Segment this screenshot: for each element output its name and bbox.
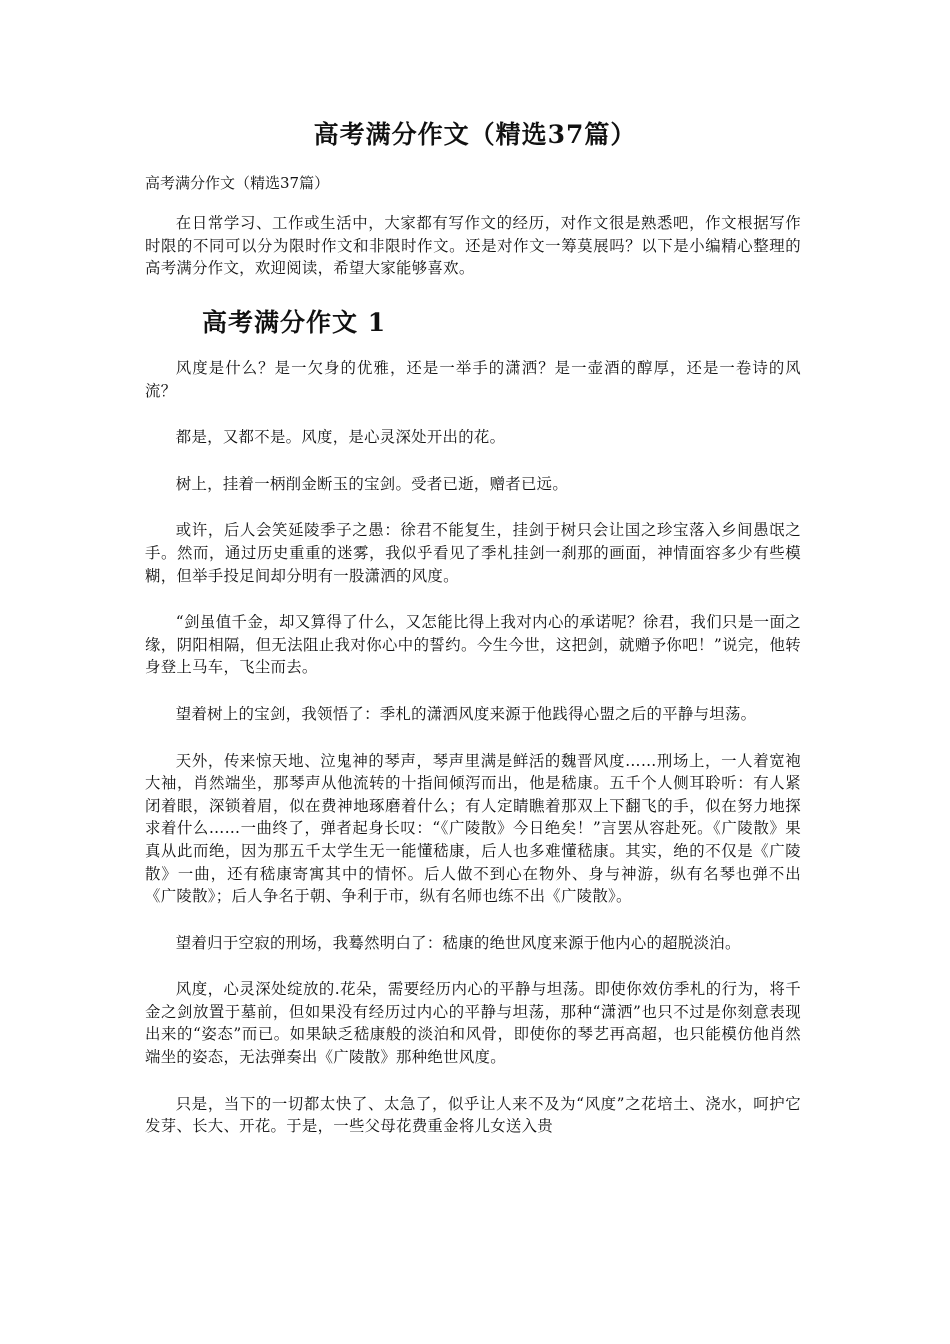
document-title: 高考满分作文（精选37篇） [313, 120, 637, 149]
paragraph: 望着树上的宝剑，我领悟了：季札的潇洒风度来源于他践得心盟之后的平静与坦荡。 [175, 704, 757, 723]
paragraph: “剑虽值千金，却又算得了什么，又怎能比得上我对内心的承诺呢？徐君，我们只是一面之缘，阴阳相隔，但无法阻止我对你心中的誓约。今生今世，这把剑，就赠予你吧！”说完，他转身登上马车，飞尘而去。 [145, 613, 801, 677]
essay-body [145, 357, 801, 1162]
paragraph: 都是，又都不是。风度，是心灵深处开出的花。 [175, 428, 506, 447]
paragraph: 树上，挂着一柄削金断玉的宝剑。受者已逝，赠者已远。 [175, 474, 569, 493]
paragraph: 望着归于空寂的刑场，我蓦然明白了：嵇康的绝世风度来源于他内心的超脱淡泊。 [175, 933, 741, 952]
paragraph: 风度是什么？是一欠身的优雅，还是一举手的潇洒？是一壶酒的醇厚，还是一卷诗的风流？ [145, 359, 801, 400]
intro-paragraph: 在日常学习、工作或生活中，大家都有写作文的经历，对作文很是熟悉吧，作文根据写作时限的不同可以分为限时作文和非限时作文。还是对作文一筹莫展吗？以下是小编精心整理的高考满分作文，欢迎阅读，希望大家能够喜欢。 [145, 214, 801, 278]
paragraph: 天外，传来惊天地、泣鬼神的琴声，琴声里满是鲜活的魏晋风度……刑场上，一人着宽袍大袖，肖然端坐，那琴声从他流转的十指间倾泻而出，他是嵇康。五千个人侧耳聆听：有人紧闭着眼，深锁着眉，似在费神地琢磨着什么；有人定睛瞧着那双上下翻飞的手，似在努力地探求着什么……一曲终了，弹者起身长叹：“《广陵散》今日绝矣！”言罢从容赴死。《广陵散》果真从此而绝，因为那五千太学生无一能懂嵇康，后人也多难懂嵇康。其实，绝的不仅是《广陵散》一曲，还有嵇康寄寓其中的情怀。后人做不到心在物外、身与神游，纵有名琴也弹不出《广陵散》；后人争名于朝、争利于市，纵有名师也练不出《广陵散》。 [145, 751, 801, 906]
paragraph: 只是，当下的一切都太快了、太急了，似乎让人来不及为“风度”之花培土、浇水，呵护它发芽、长大、开花。于是，一些父母花费重金将儿女送入贵 [145, 1094, 801, 1136]
section-heading: 高考满分作文 1 [202, 308, 387, 337]
paragraph: 或许，后人会笑延陵季子之愚：徐君不能复生，挂剑于树只会让国之珍宝落入乡间愚氓之手。然而，通过历史重重的迷雾，我似乎看见了季札挂剑一刹那的画面，神情面容多少有些模糊，但举手投足间却分明有一股潇洒的风度。 [145, 521, 801, 585]
paragraph: 风度，心灵深处绽放的.花朵，需要经历内心的平静与坦荡。即使你效仿季札的行为，将千金之剑放置于墓前，但如果没有经历过内心的平静与坦荡，那种“潇洒”也只不过是你刻意表现出来的“姿态”而已。如果缺乏嵇康般的淡泊和风骨，即使你的琴艺再高超，也只能模仿他肖然端坐的姿态，无法弹奏出《广陵散》那种绝世风度。 [145, 980, 801, 1067]
intro-section [145, 212, 801, 304]
document-subtitle: 高考满分作文（精选37篇） [145, 174, 330, 192]
